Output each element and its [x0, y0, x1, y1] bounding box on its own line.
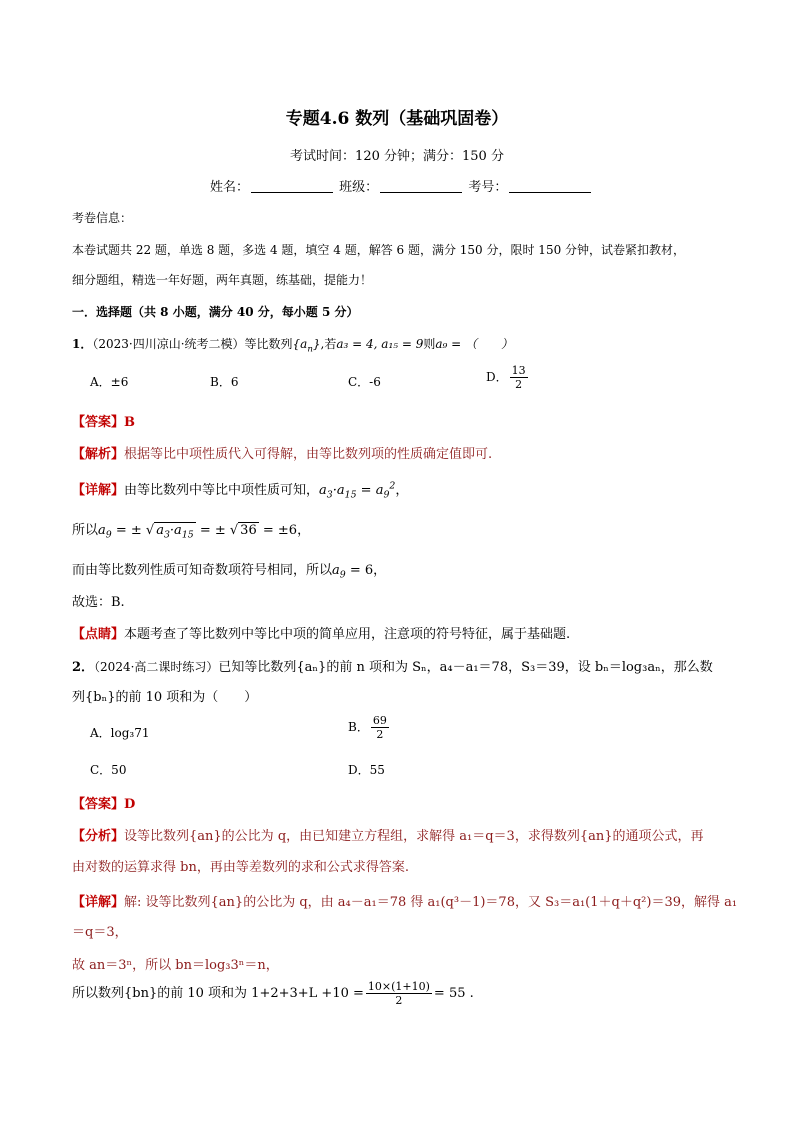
fraction: $\frac{10\times(1+10)}{2}$: [367, 980, 430, 1007]
section-heading: 一．选择题（共 8 小题，满分 40 分，每小题 5 分）: [72, 305, 359, 319]
detail-line-1: 【详解】由等比数列中等比中项性质可知，$a_3\cdot a_{15} = a_9^2$，: [72, 480, 409, 501]
page-title: 专题4.6 数列（基础巩固卷）: [285, 109, 509, 129]
option-a[interactable]: A．±6: [90, 375, 129, 389]
option-d[interactable]: D．55: [348, 763, 385, 777]
exam-time-info: 考试时间：120 分钟；满分：150 分: [290, 149, 504, 164]
formula: $a_3\cdot a_{15} = a_9^2$: [319, 480, 396, 501]
sequence-symbol: $\{a_n\}$: [292, 337, 321, 355]
number-label: 考号：: [468, 180, 508, 195]
formula: $a_9 = 6$: [332, 563, 374, 581]
info-heading: 考卷信息：: [72, 211, 133, 225]
detail-line-1: 【详解】解: 设等比数列{an}的公比为 q，由 a₄－a₁＝78 得 a₁(q³－1)＝78，又 S₃＝a₁(1＋q＋q²)＝39，解得 a₁: [72, 895, 738, 910]
name-label: 姓名：: [210, 180, 250, 195]
answer-line: [72, 411, 135, 430]
detail-line-4: 所以数列{bn}的前 10 项和为 1+2+3+L +10 = $\frac{10\times(1+10)}{2}$ = 55 .: [72, 980, 474, 1007]
question-source: （2023·四川凉山·统考二模）: [92, 337, 245, 351]
option-a[interactable]: A．log₃71: [90, 726, 150, 740]
choose-line: 故选：B.: [72, 595, 125, 610]
question-1-stem: 1．（2023·四川凉山·统考二模）等比数列$\{a_n\}$,若a₃ = 4, a₁₅ = 9则a₉ = （ ）: [72, 337, 514, 355]
detail-line-2: 所以$a_9$ = ± √ $a_3\cdot a_{15}$ = ± √ 36 = ±6，: [72, 523, 311, 541]
fraction: $\frac{13}{2}$: [511, 364, 526, 391]
option-b[interactable]: B．6: [210, 375, 239, 389]
answer-tag: 【答案】: [72, 415, 125, 430]
question-2-stem-2: 列{bₙ}的前 10 项和为（ ）: [72, 690, 258, 705]
answer-line: 【答案】D: [72, 797, 136, 812]
option-b[interactable]: B． $\frac{69}{2}$: [348, 714, 387, 741]
name-blank[interactable]: [251, 180, 333, 193]
given-values: a₃ = 4, a₁₅ = 9: [336, 337, 424, 351]
analysis-line-2: 由对数的运算求得 bn，再由等差数列的求和公式求得答案.: [72, 860, 409, 875]
analysis-line: 【解析】根据等比中项性质代入可得解，由等比数列项的性质确定值即可.: [72, 447, 493, 462]
info-line-1: 本卷试题共 22 题，单选 8 题，多选 4 题，填空 4 题，解答 6 题，满分 150 分，限时 150 分钟，试卷紧扣教材，: [72, 243, 686, 257]
detail-line-2: ＝q＝3，: [72, 925, 128, 940]
option-c[interactable]: C．50: [90, 763, 127, 777]
answer-value: B: [124, 415, 136, 430]
option-c[interactable]: C．-6: [348, 375, 381, 389]
comment-line: 【点睛】本题考查了等比数列中等比中项的简单应用，注意项的符号特征，属于基础题.: [72, 627, 571, 642]
student-fields: [210, 176, 593, 195]
fraction: $\frac{69}{2}$: [372, 714, 387, 741]
question-2-stem-1: 2．（2024·高二课时练习）已知等比数列{aₙ}的前 n 项和为 Sₙ，a₄－a₁＝78，S₃＝39，设 bₙ＝log₃aₙ，那么数: [72, 660, 713, 675]
detail-line-3: 故 an＝3ⁿ，所以 bn＝log₃3ⁿ＝n，: [72, 958, 279, 973]
question-number: 1．: [72, 337, 93, 351]
detail-line-3: 而由等比数列性质可知奇数项符号相同，所以$a_9 = 6$，: [72, 563, 387, 581]
formula: $a_9$ = ± √ $a_3\cdot a_{15}$ = ± √ 36 = ±6: [98, 523, 298, 541]
number-blank[interactable]: [509, 180, 591, 193]
option-d[interactable]: D． $\frac{13}{2}$: [486, 364, 526, 391]
class-blank[interactable]: [380, 180, 462, 193]
info-line-2: 细分题组，精选一年好题，两年真题，练基础，提能力！: [72, 273, 373, 287]
class-label: 班级：: [339, 180, 379, 195]
analysis-line-1: 【分析】设等比数列{an}的公比为 q，由已知建立方程组，求解得 a₁＝q＝3，求得数列{an}的通项公式，再: [72, 829, 704, 844]
